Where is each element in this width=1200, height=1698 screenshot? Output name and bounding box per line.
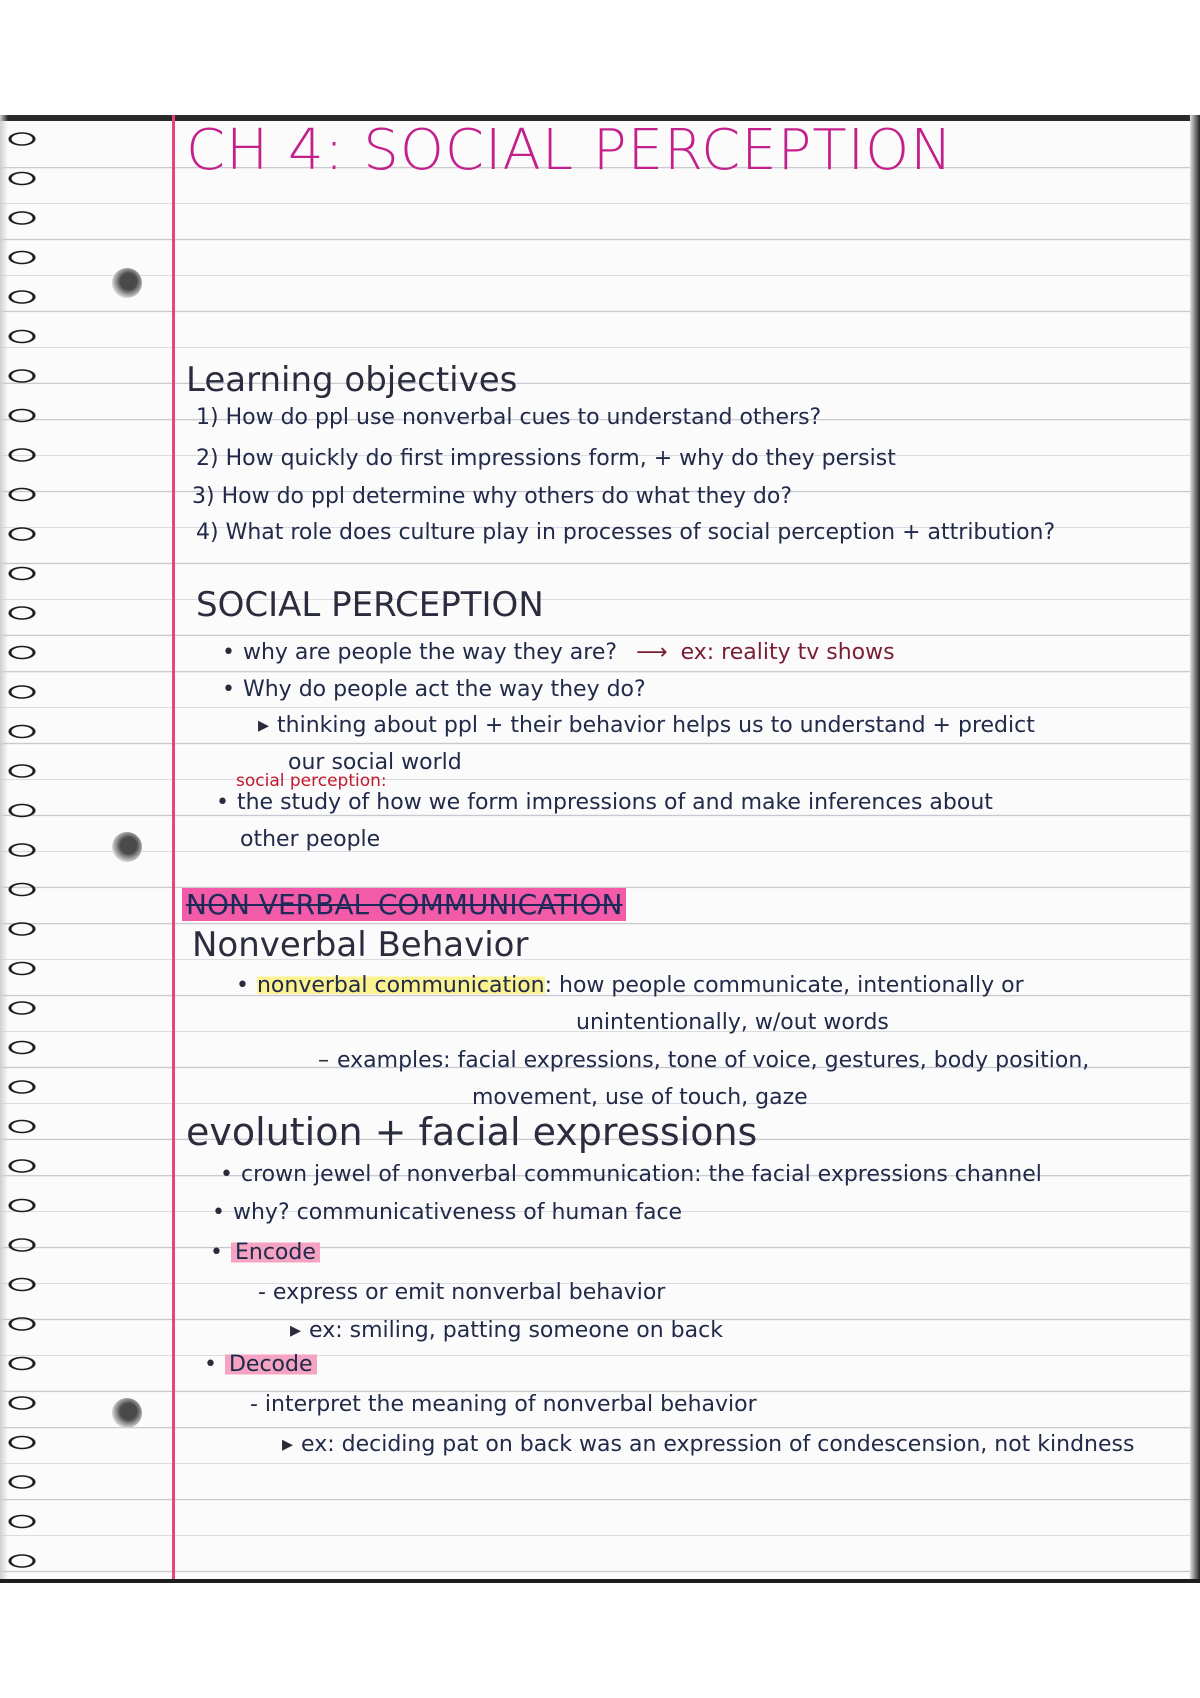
term-highlight: nonverbal communication	[256, 973, 545, 998]
bullet-text: crown jewel of nonverbal communication: the facial expressions channel	[240, 1162, 1042, 1187]
section-label-text: NON VERBAL COMMUNICATION	[182, 888, 626, 921]
bullet-text: why? communicativeness of human face	[232, 1200, 683, 1225]
examples-item	[318, 1048, 1089, 1073]
definition-text: the study of how we form impressions of and make inferences about	[236, 790, 993, 815]
evolution-heading: evolution + facial expressions	[186, 1110, 758, 1154]
definition-continued: unintentionally, w/out words	[576, 1010, 889, 1035]
bullet-dot: •	[216, 790, 229, 815]
objective-item: 4) What role does culture play in processes of social perception + attribution?	[196, 520, 1056, 545]
punch-hole	[112, 268, 142, 298]
examples-text: examples: facial expressions, tone of voice, gestures, body position,	[337, 1048, 1090, 1073]
sub-text: thinking about ppl + their behavior helps us to understand + predict	[277, 713, 1035, 738]
arrow-bullet-icon: ▸	[282, 1432, 294, 1457]
sub-text-continued: our social world	[288, 750, 462, 775]
decode-label: Decode	[225, 1352, 317, 1377]
example-text: ex: deciding pat on back was an expression of condescension, not kindness	[301, 1432, 1135, 1457]
spiral-binding	[0, 125, 46, 1583]
learning-objectives-heading: Learning objectives	[186, 360, 518, 400]
margin-line	[172, 115, 175, 1583]
encode-label: Encode	[231, 1240, 320, 1265]
dash-bullet: –	[318, 1048, 329, 1073]
bullet-dot: •	[212, 1200, 225, 1225]
question-text: Why do people act the way they do?	[242, 677, 646, 702]
notebook-page	[0, 115, 1200, 1583]
bullet-item	[222, 640, 895, 665]
examples-continued: movement, use of touch, gaze	[472, 1085, 808, 1110]
bullet-item	[222, 677, 646, 702]
page-right-edge	[1190, 115, 1200, 1583]
bullet-dot: •	[236, 973, 249, 998]
decode-example	[282, 1432, 1134, 1457]
bullet-item	[212, 1200, 682, 1225]
page-title: CH 4: SOCIAL PERCEPTION	[186, 118, 954, 183]
bullet-dot: •	[204, 1352, 217, 1377]
punch-hole	[112, 832, 142, 862]
objective-item: 3) How do ppl determine why others do what they do?	[192, 484, 793, 509]
punch-hole	[112, 1398, 142, 1428]
encode-item	[210, 1240, 320, 1265]
social-perception-heading: SOCIAL PERCEPTION	[196, 585, 544, 625]
bullet-dot: •	[210, 1240, 223, 1265]
example-note: ex: reality tv shows	[680, 640, 895, 665]
arrow-icon: ⟶	[636, 640, 668, 665]
example-text: ex: smiling, patting someone on back	[309, 1318, 723, 1343]
definition-text: : how people communicate, intentionally or	[544, 973, 1024, 998]
objective-item: 2) How quickly do first impressions form, + why do they persist	[196, 446, 896, 471]
bullet-item	[220, 1162, 1042, 1187]
arrow-bullet-icon: ▸	[290, 1318, 302, 1343]
bullet-dot: •	[222, 640, 235, 665]
objective-item: 1) How do ppl use nonverbal cues to understand others?	[196, 405, 822, 430]
decode-item	[204, 1352, 317, 1377]
definition-label: social perception:	[236, 771, 387, 791]
encode-definition: - express or emit nonverbal behavior	[258, 1280, 666, 1305]
bullet-dot: •	[222, 677, 235, 702]
sub-bullet-item	[258, 713, 1035, 738]
definition-item	[236, 973, 1024, 998]
definition-continued: other people	[240, 827, 381, 852]
page-bottom-edge	[0, 1579, 1200, 1583]
encode-example	[290, 1318, 723, 1343]
nonverbal-heading: Nonverbal Behavior	[192, 925, 529, 965]
definition-item	[216, 790, 993, 815]
bullet-dot: •	[220, 1162, 233, 1187]
arrow-bullet-icon: ▸	[258, 713, 270, 738]
decode-definition: - interpret the meaning of nonverbal behavior	[250, 1392, 757, 1417]
question-text: why are people the way they are?	[242, 640, 618, 665]
section-label	[182, 888, 626, 921]
